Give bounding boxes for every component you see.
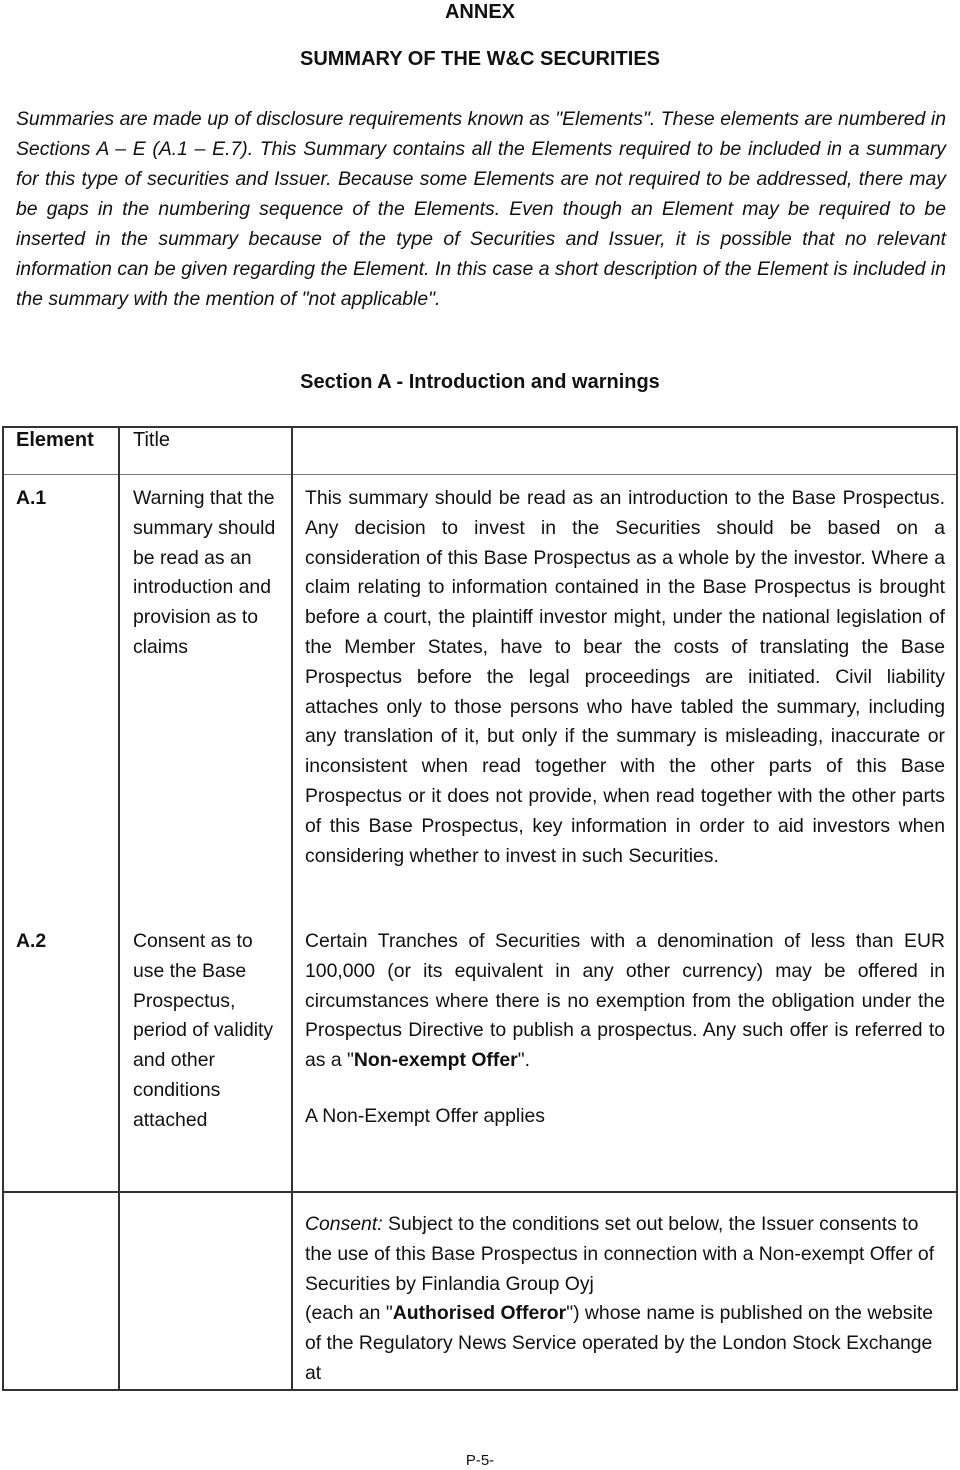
table-rule — [2, 1191, 958, 1193]
element-text-a1: This summary should be read as an introduction to the Base Prospectus. Any decision to invest in the Securities should be based on a consideration of this Base Prospectus as a whole by the investor. Where a claim relating to information contained in the Base Prospectus is brought before a court, the plaintiff investor might, under the national legislation of the Member States, have to bear the costs of translating the Base Prospectus before the legal proceedings are initiated. Civil liability attaches only to those persons who have tabled the summary, including any translation of it, but only if the summary is misleading, inaccurate or inconsistent when read together with the other parts of this Base Prospectus or it does not provide, when read together with the other parts of this Base Prospectus, key information in order to aid investors when considering whether to invest in such Securities. — [305, 487, 945, 867]
consent-body-3: ") whose name is published on the website of the Regulatory News Service operated by the London Stock Exchange at — [305, 1302, 934, 1384]
offer-term: Non-exempt Offer — [353, 1049, 518, 1072]
consent-label: Consent: — [305, 1213, 383, 1235]
authorised-offeror-term: Authorised Offeror — [392, 1302, 567, 1325]
non-exempt-offer-paragraph — [305, 927, 945, 1076]
element-id-a2: A.2 — [16, 930, 47, 952]
non-exempt-applies: A Non-Exempt Offer applies — [305, 1104, 545, 1127]
element-title-a1: Warning that the summary should be read as an introduction and provision as to claims — [133, 487, 276, 658]
consent-text — [305, 1210, 935, 1389]
page-number: P-5- — [465, 1452, 495, 1469]
consent-body-2: (each an " — [305, 1302, 393, 1325]
table-rule — [118, 426, 120, 1391]
table-rule — [2, 474, 958, 475]
table-rule — [2, 426, 4, 1391]
element-id-a1: A.1 — [16, 487, 47, 509]
annex-heading: ANNEX — [444, 1, 515, 23]
table-rule — [2, 1389, 958, 1391]
offer-text: Certain Tranches of Securities with a denomination of less than EUR 100,000 (or its equivalent in any other currency) may be offered in circumstances where there is no exemption from the obligation under the Prospectus Directive to publish a prospectus. Any such offer is referred to as a " — [305, 930, 945, 1072]
table-rule — [291, 426, 293, 1391]
column-header-element: Element — [16, 429, 94, 451]
document-title: SUMMARY OF THE W&C SECURITIES — [299, 48, 660, 70]
element-text-a2 — [305, 927, 945, 1132]
intro-text: Summaries are made up of disclosure requirements known as "Elements". These elements are numbered in Sections A – E (A.1 – E.7). This Summary contains all the Elements required to be included in a summary for this type of securities and Issuer. Because some Elements are not required to be addressed, there may be gaps in the numbering sequence of the Elements. Even though an Element may be required to be inserted in the summary because of the type of Securities and Issuer, it is possible that no relevant information can be given regarding the Element. In this case a short description of the Element is included in the summary with the mention of "not applicable". — [16, 108, 946, 310]
table-rule — [956, 426, 958, 1391]
offer-text-end: ". — [517, 1049, 530, 1072]
element-title-a2: Consent as to use the Base Prospectus, period of validity and other conditions attached — [133, 930, 274, 1131]
section-heading: Section A - Introduction and warnings — [300, 371, 660, 393]
consent-body: Subject to the conditions set out below, the Issuer consents to the use of this Base Prospectus in connection with a Non-exempt Offer of Securities by Finlandia Group Oyj — [305, 1213, 935, 1295]
column-header-title: Title — [133, 429, 171, 451]
intro-paragraph — [16, 104, 946, 314]
table-rule — [2, 426, 958, 428]
